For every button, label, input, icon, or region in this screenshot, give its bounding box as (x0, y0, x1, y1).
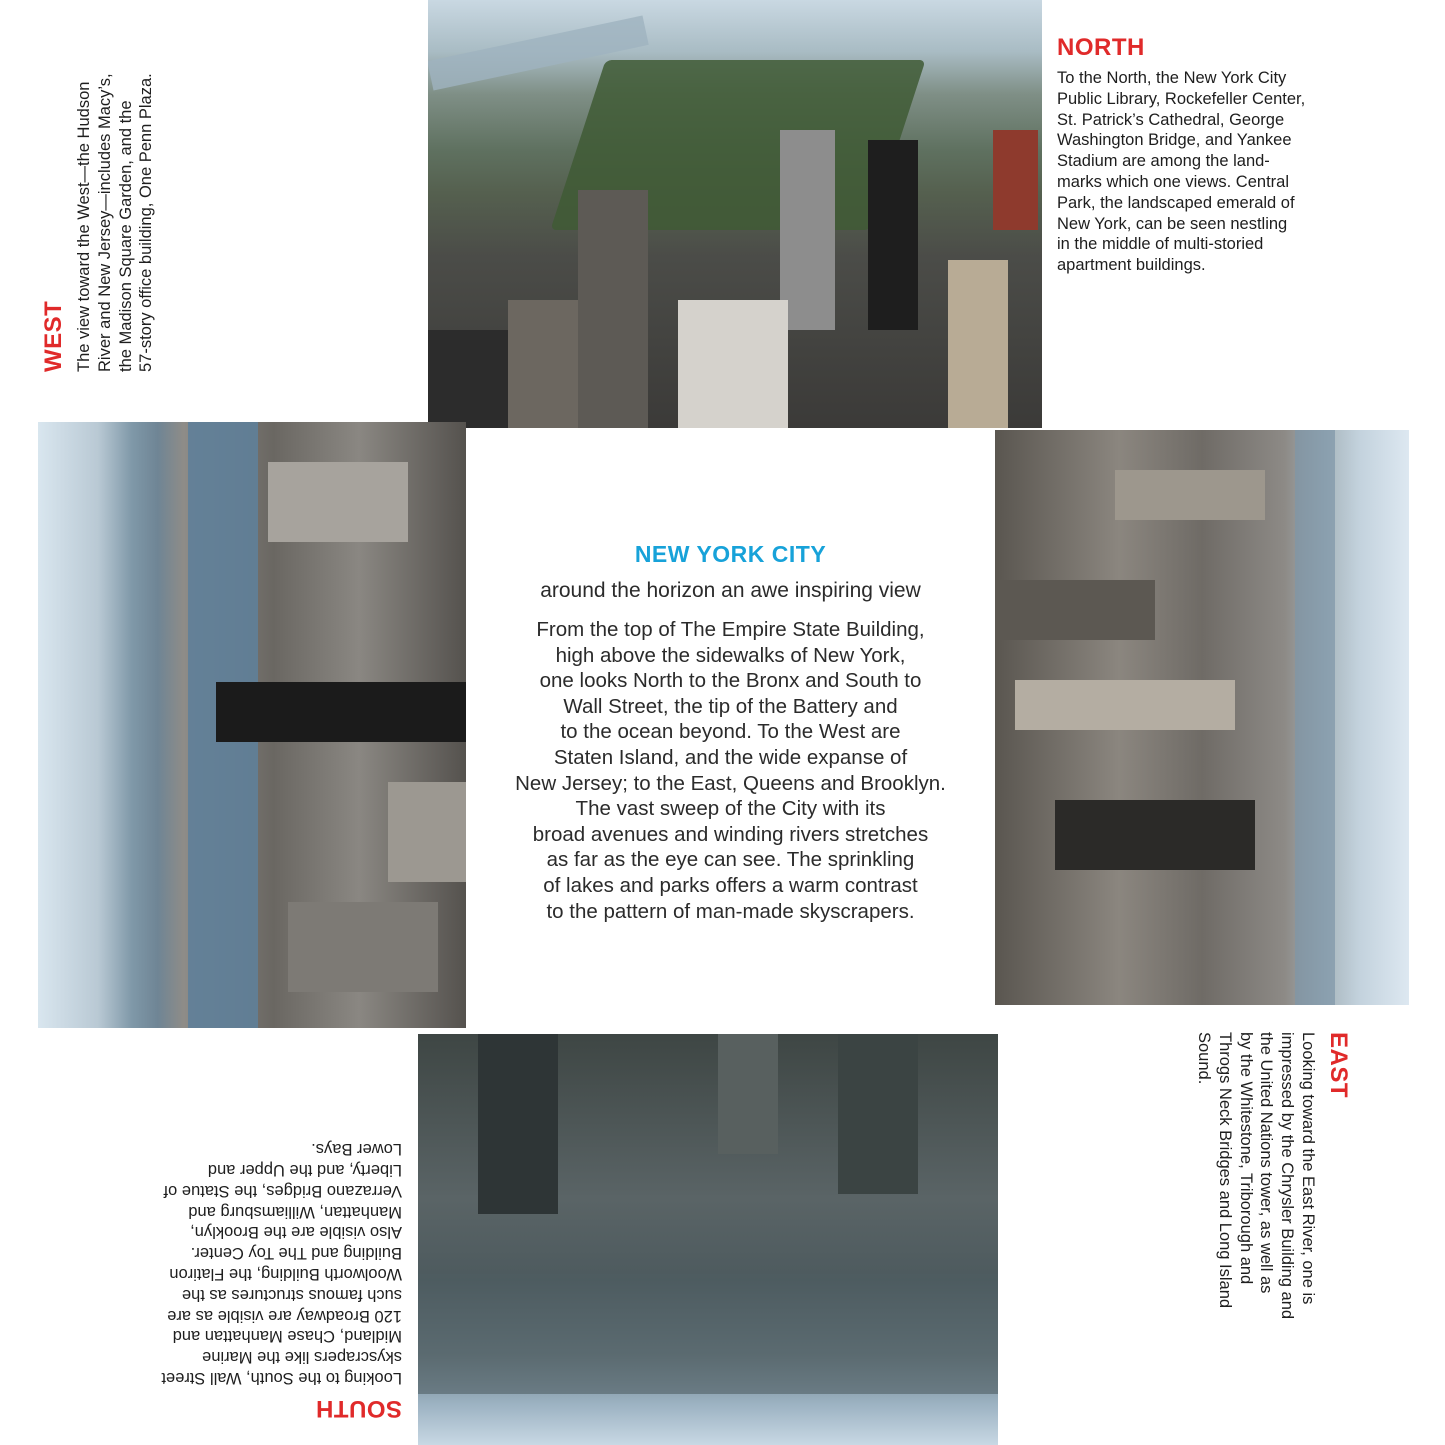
north-line: Washington Bridge, and Yankee (1057, 131, 1292, 150)
south-line: Looking to the South, Wall Street (161, 1369, 402, 1387)
center-body-line: high above the sidewalks of New York, (555, 643, 906, 667)
south-line: Midland, Chase Manhattan and (172, 1327, 402, 1346)
building (478, 1034, 558, 1214)
north-heading: NORTH (1057, 34, 1145, 61)
center-subtitle: around the horizon an awe inspiring view (540, 579, 921, 602)
north-line: Stadium are among the land- (1057, 152, 1270, 171)
east-caption (1195, 1032, 1352, 1412)
south-skyline-photo (418, 1034, 998, 1445)
building (993, 130, 1038, 230)
west-line: the Madison Square Garden, and the (116, 100, 135, 372)
center-body-line: Wall Street, the tip of the Battery and (563, 694, 898, 718)
south-line: such famous structures as the (181, 1285, 402, 1304)
building (718, 1034, 778, 1154)
west-heading: WEST (40, 300, 67, 372)
building (1055, 800, 1255, 870)
center-body-line: of lakes and parks offers a warm contrast (543, 873, 918, 897)
east-line: by the Whitestone, Triborough and (1236, 1032, 1255, 1285)
south-line: Also visible are the Brooklyn, (190, 1223, 402, 1242)
center-body (466, 617, 995, 924)
west-line: The view toward the West—the Hudson (75, 81, 93, 372)
building (268, 462, 408, 542)
center-body-line: to the ocean beyond. To the West are (560, 720, 901, 744)
west-text (74, 0, 157, 372)
building (1015, 680, 1235, 730)
north-text (1057, 68, 1437, 276)
south-line: 120 Broadway are visible as are (167, 1306, 402, 1325)
west-caption (40, 0, 200, 372)
building (418, 1274, 998, 1394)
east-text (1193, 1032, 1318, 1412)
center-title: NEW YORK CITY (634, 541, 827, 567)
building (780, 130, 835, 330)
center-body-line: From the top of The Empire State Building, (536, 618, 925, 641)
east-river-area (1295, 430, 1335, 1005)
east-line: impressed by the Chrysler Building and (1278, 1032, 1297, 1320)
south-caption (0, 1082, 402, 1422)
north-line: marks which one views. Central (1057, 172, 1289, 191)
building (995, 580, 1155, 640)
building (948, 260, 1008, 428)
center-body-line: Staten Island, and the wide expanse of (553, 745, 908, 769)
south-line: Building and The Toy Center. (190, 1244, 402, 1263)
east-heading: EAST (1325, 1032, 1352, 1099)
building (216, 682, 466, 742)
east-line: the United Nations tower, as well as (1257, 1032, 1276, 1294)
south-line: Lower Bays. (311, 1140, 402, 1159)
north-line: New York, can be seen nestling (1057, 214, 1288, 233)
west-line: River and New Jersey—includes Macy’s, (95, 73, 114, 372)
center-body-line: broad avenues and winding rivers stretches (532, 822, 929, 846)
building (508, 300, 578, 428)
north-line: Park, the landscaped emerald of (1057, 193, 1295, 212)
north-line: apartment buildings. (1057, 256, 1206, 275)
center-body-line: to the pattern of man-made skyscrapers. (546, 899, 915, 923)
south-heading: SOUTH (315, 1395, 402, 1422)
north-caption (1057, 34, 1437, 276)
east-line: Sound. (1195, 1032, 1214, 1085)
center-body-line: one looks North to the Bronx and South to (539, 669, 922, 693)
east-line: Looking toward the East River, one is (1299, 1032, 1317, 1305)
center-body-line: New Jersey; to the East, Queens and Brooklyn. (515, 771, 946, 795)
building (388, 782, 466, 882)
east-line: Throgs Neck Bridges and Long Island (1215, 1032, 1234, 1309)
north-line: St. Patrick’s Cathedral, George (1057, 110, 1285, 129)
building (578, 190, 648, 428)
center-body-line: The vast sweep of the City with its (575, 797, 886, 821)
building (838, 1034, 918, 1194)
east-skyline-photo (995, 430, 1409, 1005)
north-skyline-photo (428, 0, 1042, 428)
building (678, 300, 788, 428)
building (288, 902, 438, 992)
center-body-line: as far as the eye can see. The sprinkling (546, 848, 915, 872)
south-text (0, 1138, 402, 1388)
north-line: Public Library, Rockefeller Center, (1057, 89, 1306, 108)
west-line: 57-story office building, One Penn Plaza. (137, 73, 156, 372)
west-skyline-photo (38, 422, 466, 1028)
north-line: To the North, the New York City (1057, 69, 1287, 87)
south-line: Liberty, and the Upper and (207, 1161, 402, 1180)
building (868, 140, 918, 330)
south-line: skyscrapers like the Marine (202, 1348, 402, 1367)
building (428, 330, 508, 428)
south-line: Manhattan, Williamsburg and (188, 1202, 402, 1221)
north-line: in the middle of multi-storied (1057, 235, 1264, 254)
south-line: Verrazano Bridges, the Statue of (163, 1181, 402, 1200)
south-line: Woolworth Building, the Flatiron (169, 1265, 402, 1284)
building (1115, 470, 1265, 520)
